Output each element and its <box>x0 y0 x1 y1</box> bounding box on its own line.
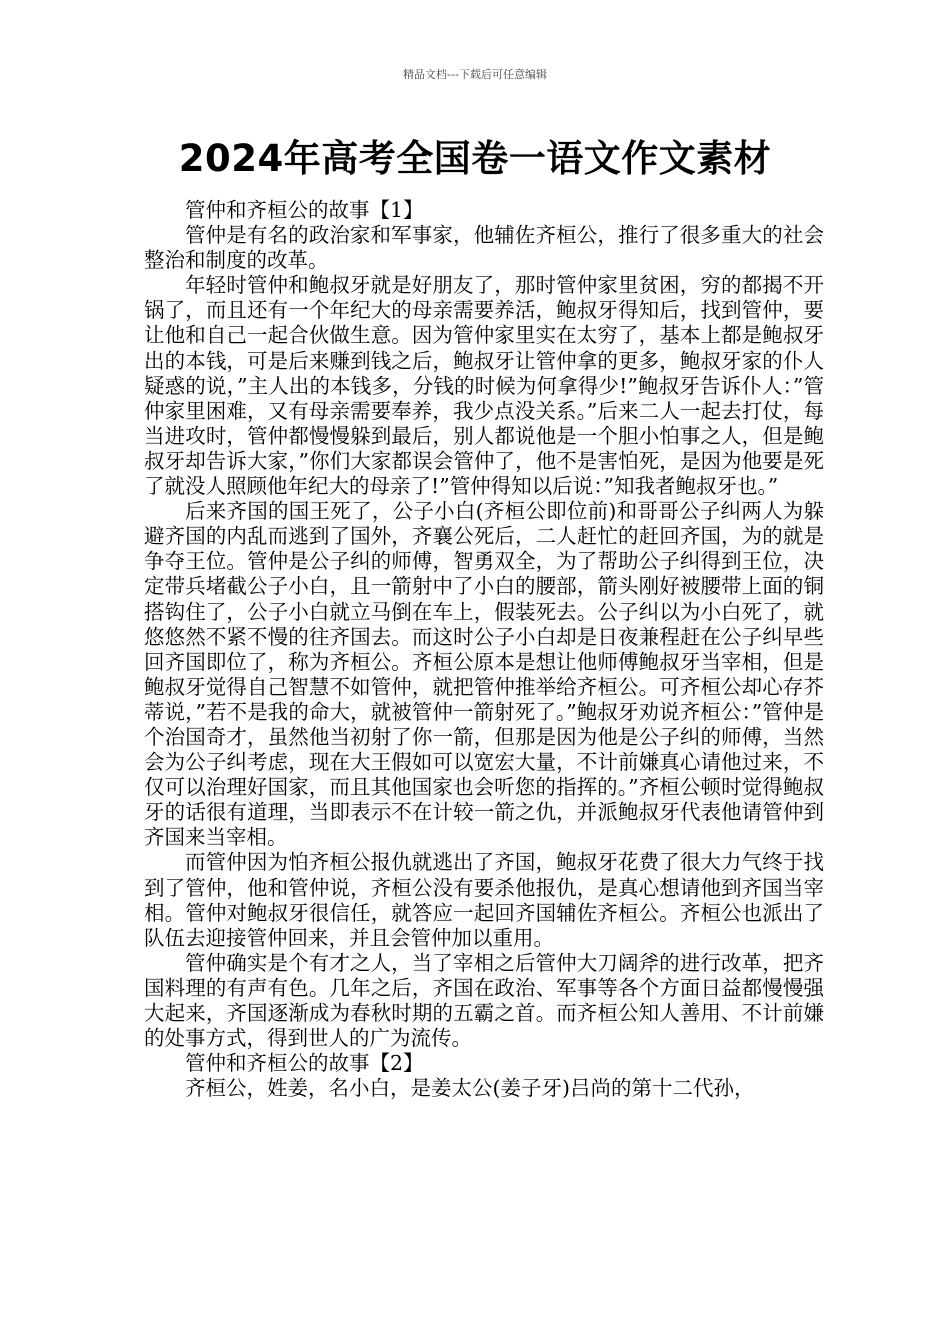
paragraph: 而管仲因为怕齐桓公报仇就逃出了齐国，鲍叔牙花费了很大力气终于找到了管仲，他和管仲说，齐桓公没有要杀他报仇，是真心想请他到齐国当宰相。管仲对鲍叔牙很信任，就答应一起回齐国辅佐齐桓公。齐桓公也派出了队伍去迎接管仲回来，并且会管仲加以重用。 <box>144 850 824 950</box>
document-body <box>144 198 824 1101</box>
paragraph: 管仲是有名的政治家和军事家，他辅佐齐桓公，推行了很多重大的社会整治和制度的改革。 <box>144 223 824 273</box>
document-title: 2024年高考全国卷一语文作文素材 <box>178 137 772 180</box>
paragraph: 齐桓公，姓姜，名小白，是姜太公(姜子牙)吕尚的第十二代孙， <box>185 1076 755 1101</box>
page-header-note: 精品文档---下载后可任意编辑 <box>403 68 547 81</box>
section-heading-2: 管仲和齐桓公的故事【2】 <box>185 1051 424 1076</box>
section-heading-1: 管仲和齐桓公的故事【1】 <box>185 198 424 222</box>
paragraph: 后来齐国的国王死了，公子小白(齐桓公即位前)和哥哥公子纠两人为躲避齐国的内乱而逃到了国外，齐襄公死后，二人赶忙的赶回齐国，为的就是争夺王位。管仲是公子纠的师傅，智勇双全，为了帮助公子纠得到王位，决定带兵堵截公子小白，且一箭射中了小白的腰部，箭头刚好被腰带上面的铜搭钩住了，公子小白就立马倒在车上，假装死去。公子纠以为小白死了，就悠悠然不紧不慢的往齐国去。而这时公子小白却是日夜兼程赶在公子纠早些回齐国即位了，称为齐桓公。齐桓公原本是想让他师傅鲍叔牙当宰相，但是鲍叔牙觉得自己智慧不如管仲，就把管仲推举给齐桓公。可齐桓公却心存芥蒂说，”若不是我的命大，就被管仲一箭射死了。”鲍叔牙劝说齐桓公：”管仲是个治国奇才，虽然他当初射了你一箭，但那是因为他是公子纠的师傅，当然会为公子纠考虑，现在大王假如可以宽宏大量，不计前嫌真心请他过来，不仅可以治理好国家，而且其他国家也会听您的指挥的。”齐桓公顿时觉得鲍叔牙的话很有道理，当即表示不在计较一箭之仇，并派鲍叔牙代表他请管仲到齐国来当宰相。 <box>144 499 824 850</box>
paragraph: 年轻时管仲和鲍叔牙就是好朋友了，那时管仲家里贫困，穷的都揭不开锅了，而且还有一个年纪大的母亲需要养活，鲍叔牙得知后，找到管仲，要让他和自己一起合伙做生意。因为管仲家里实在太穷了，基本上都是鲍叔牙出的本钱，可是后来赚到钱之后，鲍叔牙让管仲拿的更多，鲍叔牙家的仆人疑惑的说，”主人出的本钱多，分钱的时候为何拿得少!”鲍叔牙告诉仆人：”管仲家里困难，又有母亲需要奉养，我少点没关系。”后来二人一起去打仗，每当进攻时，管仲都慢慢躲到最后，别人都说他是一个胆小怕事之人，但是鲍叔牙却告诉大家，”你们大家都误会管仲了，他不是害怕死，是因为他要是死了就没人照顾他年纪大的母亲了!”管仲得知以后说：”知我者鲍叔牙也。” <box>144 273 824 499</box>
paragraph: 管仲确实是个有才之人，当了宰相之后管仲大刀阔斧的进行改革，把齐国料理的有声有色。几年之后，齐国在政治、军事等各个方面日益都慢慢强大起来，齐国逐渐成为春秋时期的五霸之首。而齐桓公知人善用、不计前嫌的处事方式，得到世人的广为流传。 <box>144 950 824 1051</box>
